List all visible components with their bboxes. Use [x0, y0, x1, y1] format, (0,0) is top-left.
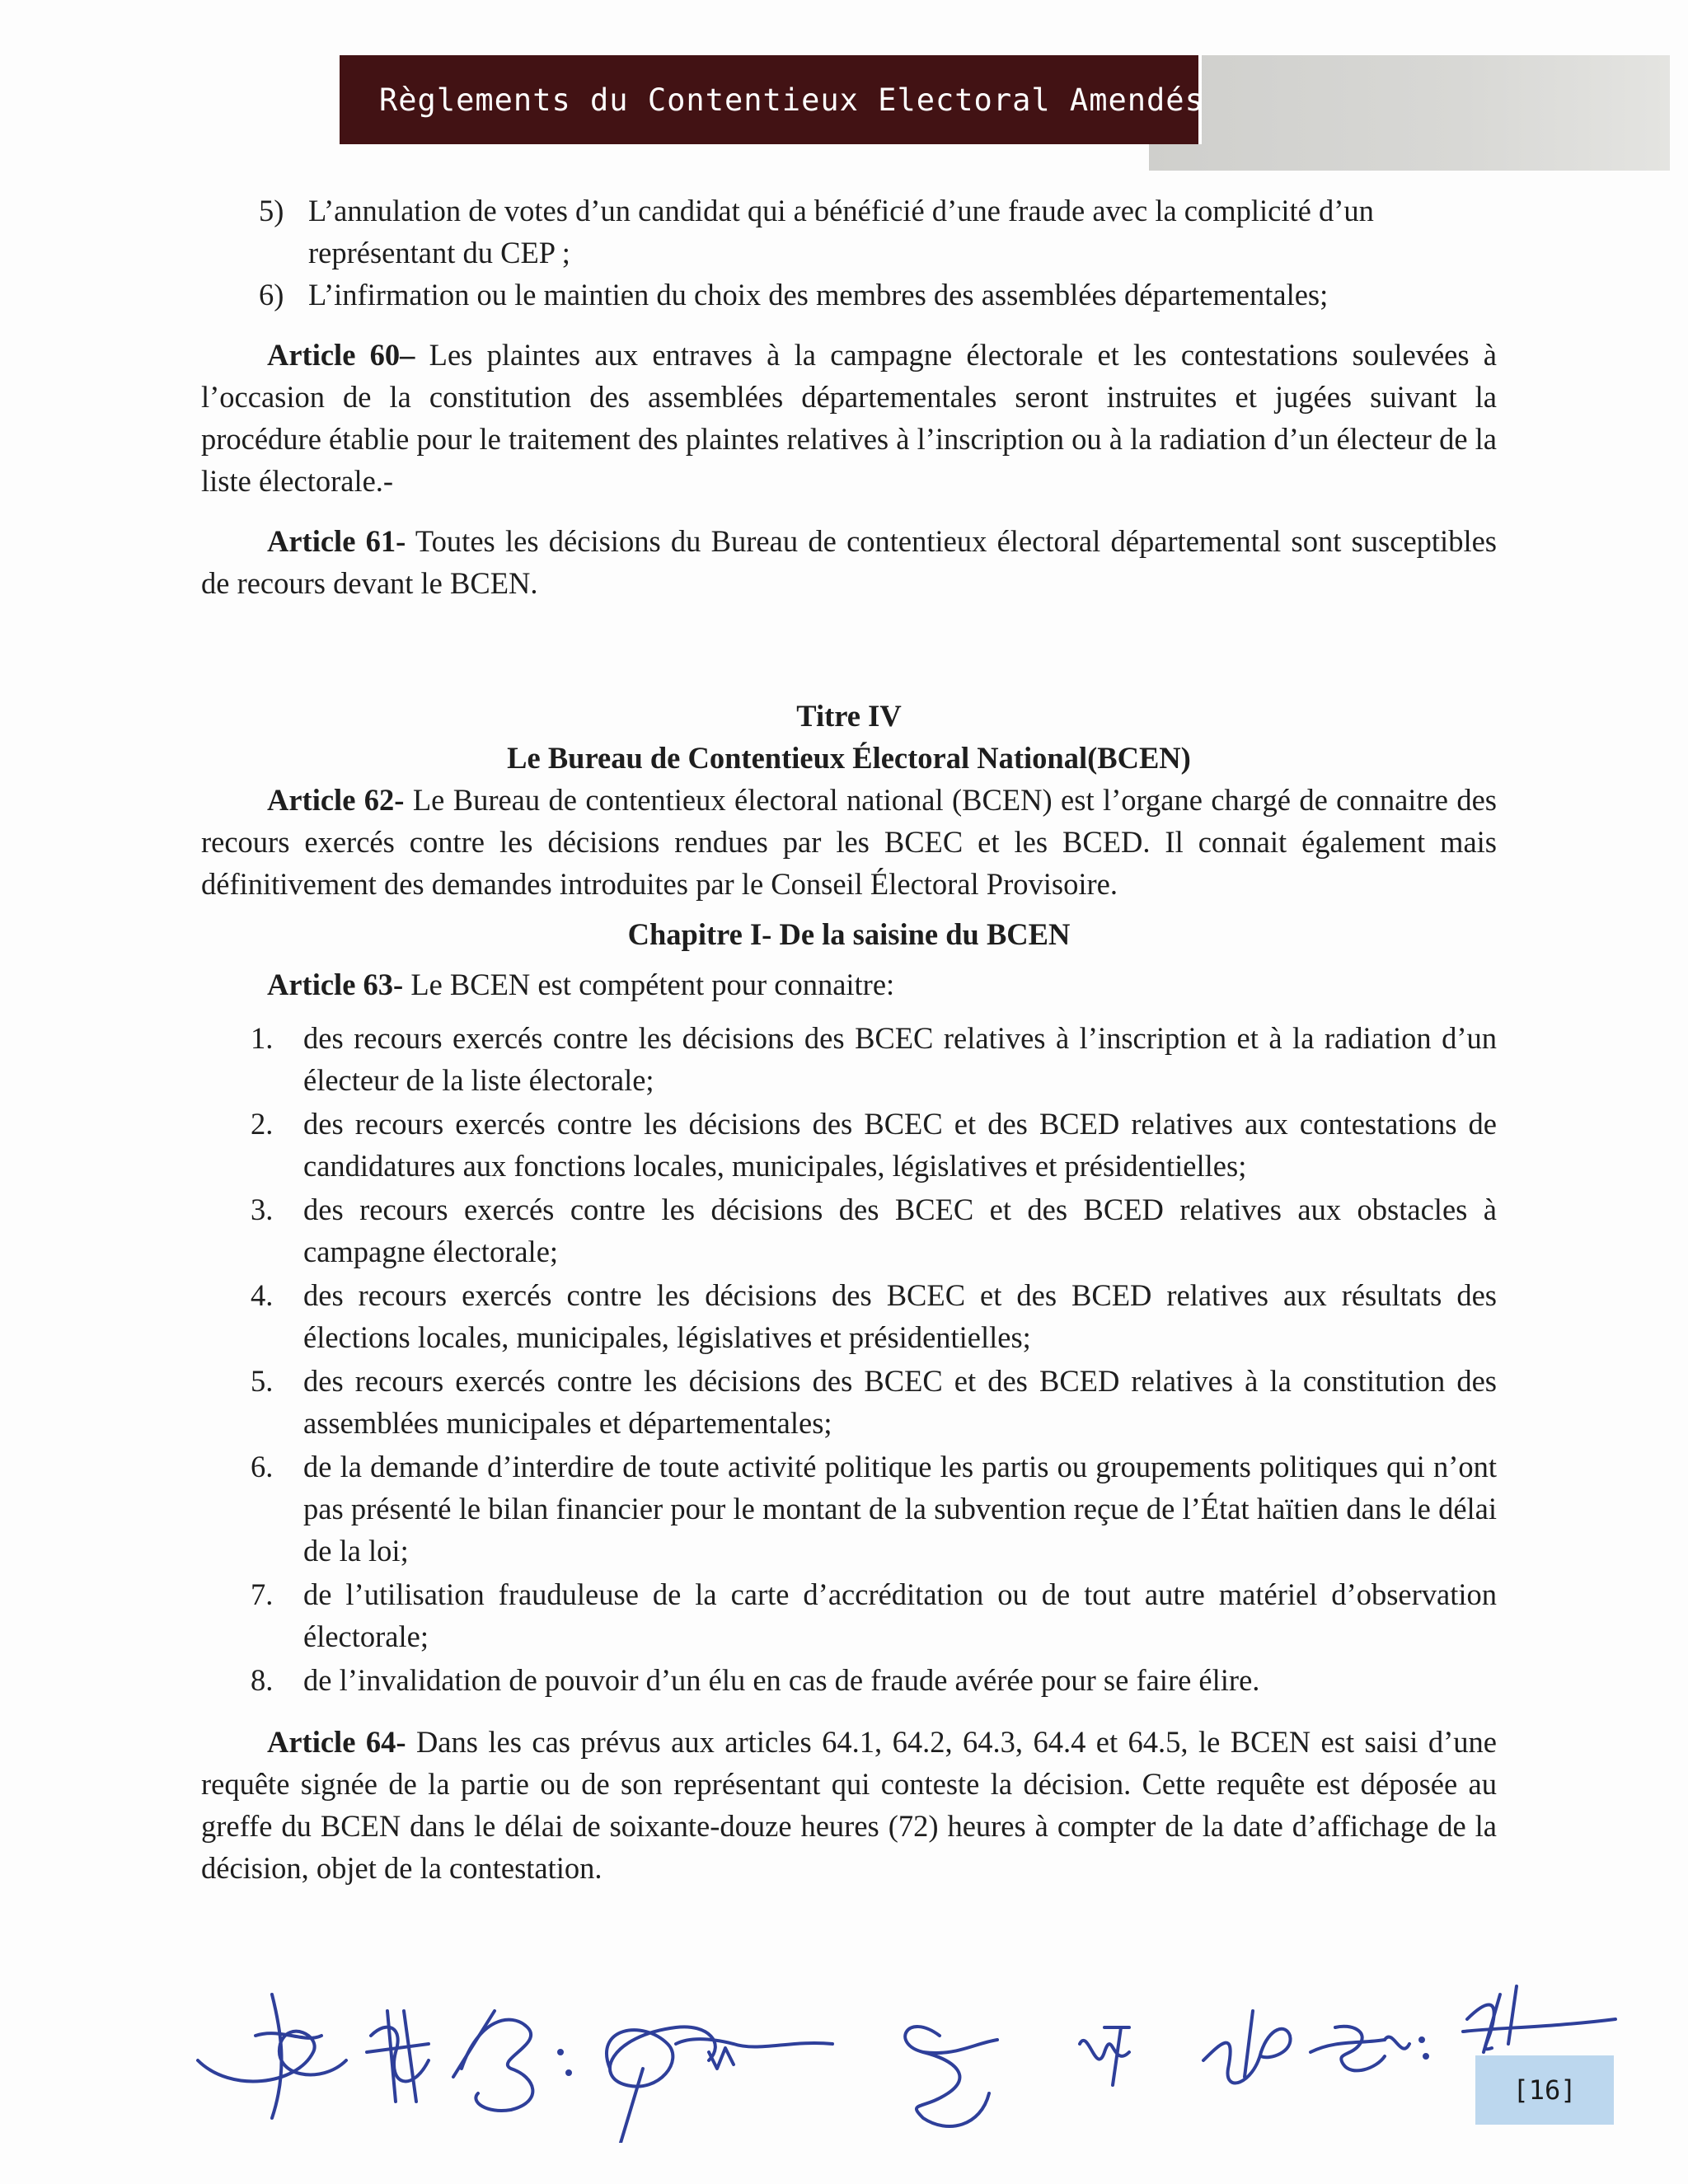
list-item: [201, 190, 1497, 274]
article-63-text: Le BCEN est compétent pour connaitre:: [403, 968, 895, 1001]
list-item: [201, 1446, 1497, 1572]
document-body: [201, 190, 1497, 1889]
signature-7: [1203, 2011, 1291, 2083]
list-item-text: L’annulation de votes d’un candidat qui a bénéficié d’une fraude avec la complicité d’un représentant du CEP ;: [308, 194, 1374, 269]
titre-heading: Titre IV: [796, 699, 902, 733]
list-item: [201, 1103, 1497, 1187]
signature-3: [453, 2011, 570, 2111]
list-item-text: des recours exercés contre les décisions des BCEC et des BCED relatives aux obstacles à campagne électorale;: [303, 1193, 1497, 1268]
article-63-label: Article 63-: [267, 968, 404, 1001]
article-60-label: Article 60–: [267, 338, 415, 372]
list-item-number: 3.: [251, 1193, 274, 1226]
list-item: [201, 1573, 1497, 1657]
header-banner: [340, 55, 1202, 144]
chapter-heading: Chapitre I- De la saisine du BCEN: [627, 917, 1071, 951]
list-item-number: 8.: [251, 1663, 274, 1697]
list-item-text: des recours exercés contre les décisions des BCEC et des BCED relatives aux contestations de candidatures aux fonctions locales, municipales, législatives et présidentielles;: [303, 1107, 1497, 1183]
header-gray-band: [1149, 55, 1670, 171]
list-item-number: 1.: [251, 1021, 274, 1055]
list-item: [201, 1659, 1497, 1701]
article-63: [201, 963, 1497, 1005]
page-number-box: [1475, 2055, 1614, 2125]
list-item: [201, 274, 1497, 316]
list-item-text: de l’utilisation frauduleuse de la carte d’accréditation ou de tout autre matériel d’observation électorale;: [303, 1577, 1497, 1653]
article-60: [201, 334, 1497, 502]
article-62-text: Le Bureau de contentieux électoral national (BCEN) est l’organe chargé de connaitre des recours exercés contre les décisions rendues par les BCEC et les BCED. Il connait également mais définitivement des demandes introduites par le Conseil Électoral Provisoire.: [201, 783, 1497, 901]
list-item-number: 5): [259, 194, 284, 227]
signature-4: [607, 2027, 832, 2143]
article-64-label: Article 64-: [267, 1725, 406, 1759]
article-61-text: Toutes les décisions du Bureau de contentieux électoral départemental sont susceptibles de recours devant le BCEN.: [201, 524, 1497, 600]
article-61: [201, 520, 1497, 604]
signature-9: [1463, 1986, 1615, 2052]
list-item-text: de la demande d’interdire de toute activité politique les partis ou groupements politiques qui n’ont pas présenté le bilan financier pour le montant de la subvention reçue de l’État haïtien dans le délai de la loi;: [303, 1450, 1497, 1568]
article-60-text: Les plaintes aux entraves à la campagne électorale et les contestations soulevées à l’occasion de la constitution des assemblées départementales seront instruites et jugées suivant la procédure établie pour le traitement des plaintes relatives à l’inscription ou à la radiation d’un électeur de la liste électorale.-: [201, 338, 1498, 498]
list-item: [201, 1274, 1497, 1358]
header-title: Règlements du Contentieux Electoral Amendés: [379, 82, 1204, 118]
signature-5: [905, 2027, 997, 2126]
signatures-row: [181, 1961, 1648, 2143]
article-64: [201, 1721, 1497, 1889]
list-item-text: des recours exercés contre les décisions des BCEC et des BCED relatives à la constitution des assemblées municipales et départementales;: [303, 1364, 1497, 1440]
list-item: [201, 1188, 1497, 1272]
list-item-number: 2.: [251, 1107, 274, 1141]
list-item-number: 6.: [251, 1450, 274, 1483]
signature-6: [1080, 2027, 1129, 2085]
list-item-text: L’infirmation ou le maintien du choix des membres des assemblées départementales;: [308, 278, 1329, 312]
list-item-number: 6): [259, 278, 284, 312]
list-item-number: 5.: [251, 1364, 274, 1398]
article-62-label: Article 62-: [267, 783, 405, 817]
signature-8: [1311, 2027, 1428, 2071]
signature-2: [367, 2011, 429, 2102]
list-item: [201, 1360, 1497, 1444]
article-62: [201, 779, 1497, 905]
list-item-text: de l’invalidation de pouvoir d’un élu en cas de fraude avérée pour se faire élire.: [303, 1663, 1260, 1697]
titre-subtitle: Le Bureau de Contentieux Électoral National(BCEN): [507, 741, 1191, 775]
list-item-text: des recours exercés contre les décisions des BCEC relatives à l’inscription et à la radiation d’un électeur de la liste électorale;: [303, 1021, 1497, 1097]
list-item: [201, 1017, 1497, 1101]
article-61-label: Article 61-: [267, 524, 406, 558]
list-item-text: des recours exercés contre les décisions des BCEC et des BCED relatives aux résultats des élections locales, municipales, législatives et présidentielles;: [303, 1278, 1497, 1354]
article-64-text: Dans les cas prévus aux articles 64.1, 64.2, 64.3, 64.4 et 64.5, le BCEN est saisi d’une requête signée de la partie ou de son représentant qui conteste la décision. Cette requête est déposée au greffe du BCEN dans le délai de soixante-douze heures (72) heures à compter de la date d’affichage de la décision, objet de la contestation.: [201, 1725, 1497, 1885]
list-item-number: 7.: [251, 1577, 274, 1611]
article-63-list: [201, 1017, 1497, 1701]
signature-1: [198, 1994, 346, 2118]
page-number: [16]: [1512, 2074, 1577, 2106]
list-item-number: 4.: [251, 1278, 274, 1312]
